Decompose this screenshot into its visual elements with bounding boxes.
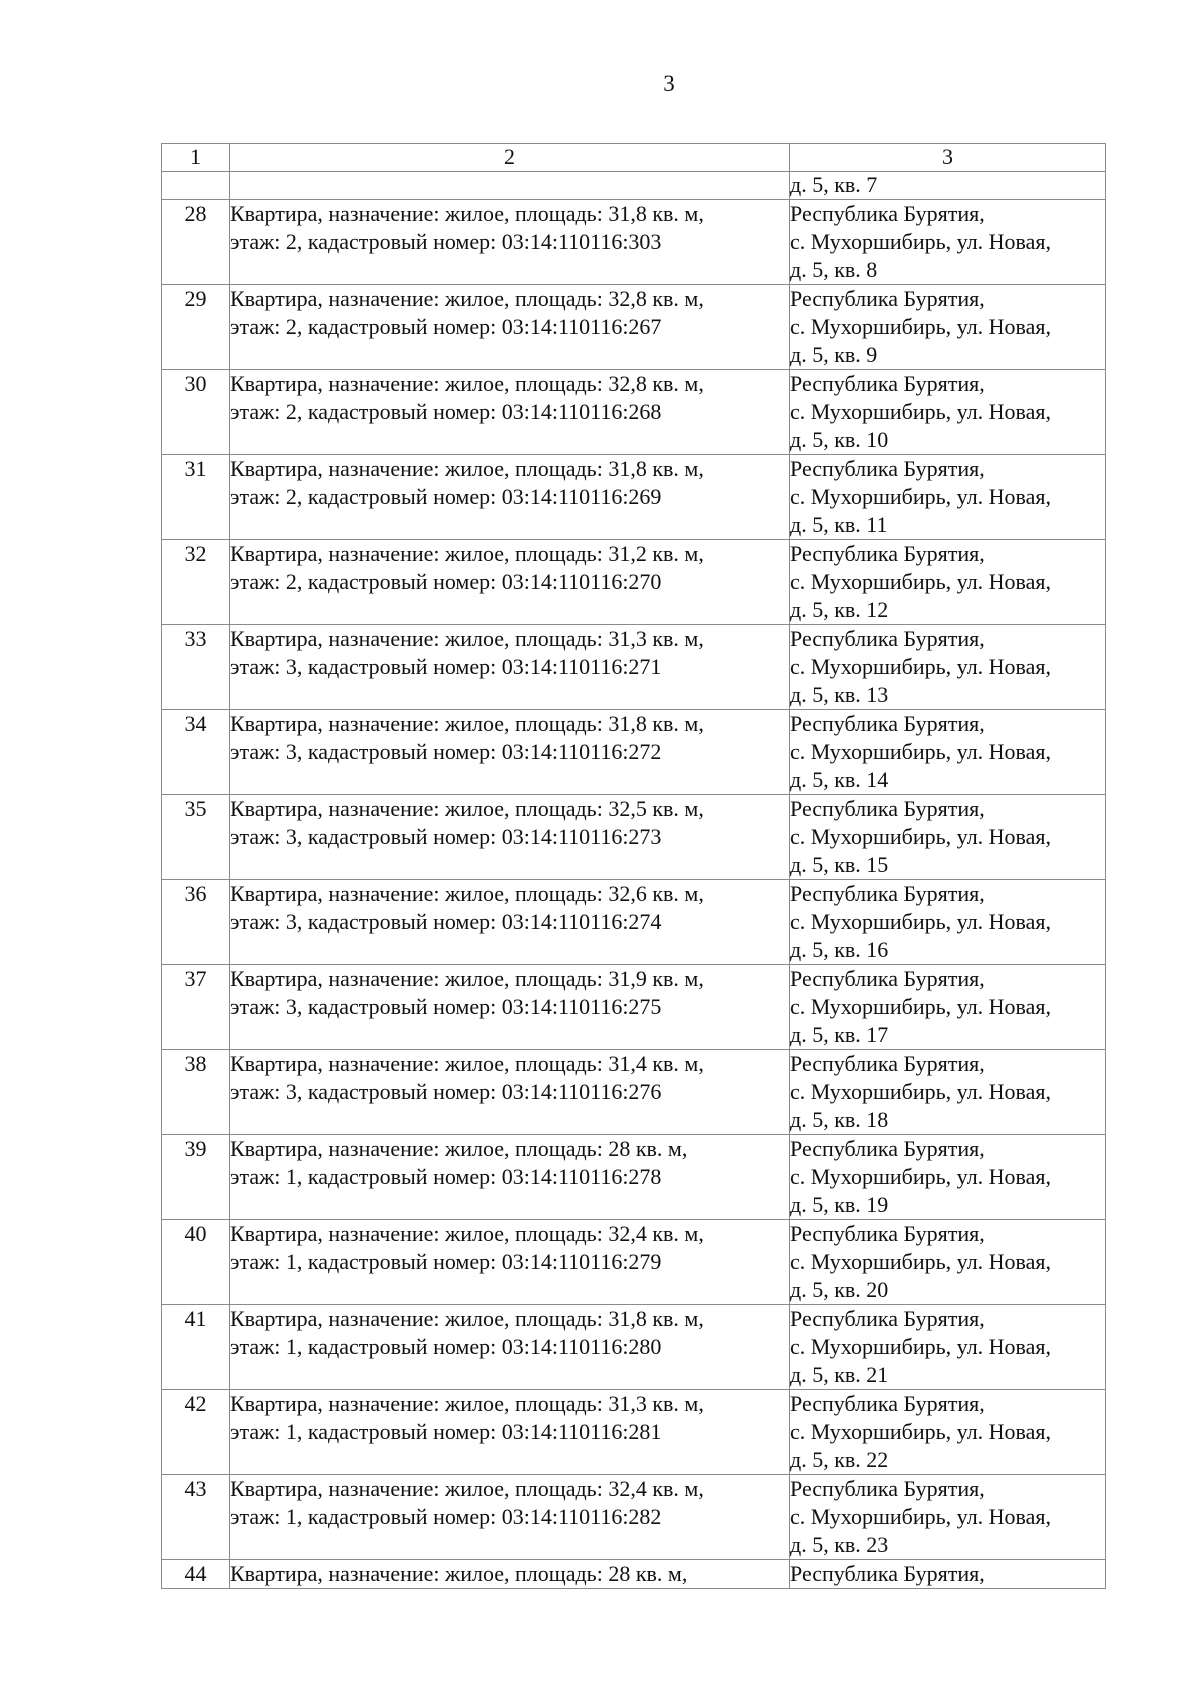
address-line: Республика Бурятия,	[790, 1221, 985, 1246]
row-address	[790, 795, 1106, 880]
row-number: 39	[162, 1135, 230, 1220]
address-line: д. 5, кв. 13	[790, 682, 889, 707]
description-line: этаж: 2, кадастровый номер: 03:14:110116:303	[230, 229, 662, 254]
table-row-continued	[162, 172, 1106, 200]
row-number: 44	[162, 1560, 230, 1589]
row-number: 32	[162, 540, 230, 625]
address-line: Республика Бурятия,	[790, 286, 985, 311]
address-line: д. 5, кв. 8	[790, 257, 878, 282]
row-description	[230, 710, 790, 795]
address-line: Республика Бурятия,	[790, 711, 985, 736]
description-line: Квартира, назначение: жилое, площадь: 31,9 кв. м,	[230, 966, 704, 991]
row-description	[230, 200, 790, 285]
description-line: Квартира, назначение: жилое, площадь: 32,4 кв. м,	[230, 1476, 704, 1501]
row-address	[790, 200, 1106, 285]
row-address	[790, 965, 1106, 1050]
row-number: 43	[162, 1475, 230, 1560]
address-line: д. 5, кв. 17	[790, 1022, 889, 1047]
description-line: Квартира, назначение: жилое, площадь: 31,8 кв. м,	[230, 1306, 704, 1331]
description-line: этаж: 1, кадастровый номер: 03:14:110116:279	[230, 1249, 662, 1274]
description-line: этаж: 1, кадастровый номер: 03:14:110116:281	[230, 1419, 662, 1444]
row-number: 31	[162, 455, 230, 540]
address-line: д. 5, кв. 12	[790, 597, 889, 622]
description-line: этаж: 1, кадастровый номер: 03:14:110116:282	[230, 1504, 662, 1529]
row-number: 33	[162, 625, 230, 710]
row-description	[230, 540, 790, 625]
row-description	[230, 1135, 790, 1220]
address-line: с. Мухоршибирь, ул. Новая,	[790, 1504, 1052, 1529]
row-number: 29	[162, 285, 230, 370]
address-line: Республика Бурятия,	[790, 1136, 985, 1161]
row-address	[790, 1135, 1106, 1220]
description-line: этаж: 2, кадастровый номер: 03:14:110116:270	[230, 569, 662, 594]
row-number: 34	[162, 710, 230, 795]
address-line: д. 5, кв. 20	[790, 1277, 889, 1302]
address-line: с. Мухоршибирь, ул. Новая,	[790, 739, 1052, 764]
row-address	[790, 1390, 1106, 1475]
address-line: с. Мухоршибирь, ул. Новая,	[790, 314, 1052, 339]
address-line: Республика Бурятия,	[790, 1391, 985, 1416]
table-row	[162, 1050, 1106, 1135]
description-line: этаж: 2, кадастровый номер: 03:14:110116:267	[230, 314, 662, 339]
row-address	[790, 710, 1106, 795]
row-description	[230, 1220, 790, 1305]
description-line: этаж: 2, кадастровый номер: 03:14:110116:269	[230, 484, 662, 509]
description-line: Квартира, назначение: жилое, площадь: 31,4 кв. м,	[230, 1051, 704, 1076]
address-line: Республика Бурятия,	[790, 966, 985, 991]
row-address	[790, 1220, 1106, 1305]
row-description	[230, 1560, 790, 1589]
address-line: д. 5, кв. 23	[790, 1532, 889, 1557]
page-number: 3	[663, 71, 675, 96]
address-line: Республика Бурятия,	[790, 541, 985, 566]
row-address	[790, 1475, 1106, 1560]
column-header-1: 1	[162, 144, 230, 172]
table-row-last	[162, 1560, 1106, 1589]
description-line: Квартира, назначение: жилое, площадь: 28 кв. м,	[230, 1136, 688, 1161]
address-line: д. 5, кв. 7	[790, 172, 878, 197]
description-line: Квартира, назначение: жилое, площадь: 31,8 кв. м,	[230, 711, 704, 736]
address-line: Республика Бурятия,	[790, 1561, 985, 1586]
address-line: Республика Бурятия,	[790, 456, 985, 481]
table-row	[162, 540, 1106, 625]
table-row	[162, 710, 1106, 795]
table-row	[162, 200, 1106, 285]
address-line: д. 5, кв. 9	[790, 342, 878, 367]
table-row	[162, 285, 1106, 370]
description-line: этаж: 3, кадастровый номер: 03:14:110116:271	[230, 654, 662, 679]
address-line: с. Мухоршибирь, ул. Новая,	[790, 484, 1052, 509]
description-line: этаж: 3, кадастровый номер: 03:14:110116:272	[230, 739, 662, 764]
description-line: этаж: 3, кадастровый номер: 03:14:110116:274	[230, 909, 662, 934]
table-row	[162, 965, 1106, 1050]
row-description	[230, 1475, 790, 1560]
row-description	[230, 795, 790, 880]
address-line: д. 5, кв. 21	[790, 1362, 889, 1387]
row-address	[790, 1050, 1106, 1135]
address-line: Республика Бурятия,	[790, 201, 985, 226]
address-line: д. 5, кв. 16	[790, 937, 889, 962]
row-description	[230, 172, 790, 200]
address-line: с. Мухоршибирь, ул. Новая,	[790, 909, 1052, 934]
address-line: с. Мухоршибирь, ул. Новая,	[790, 994, 1052, 1019]
table-row	[162, 370, 1106, 455]
row-number: 35	[162, 795, 230, 880]
address-line: с. Мухоршибирь, ул. Новая,	[790, 654, 1052, 679]
row-number	[162, 172, 230, 200]
address-line: д. 5, кв. 15	[790, 852, 889, 877]
description-line: Квартира, назначение: жилое, площадь: 28 кв. м,	[230, 1561, 688, 1586]
description-line: этаж: 1, кадастровый номер: 03:14:110116:280	[230, 1334, 662, 1359]
description-line: этаж: 1, кадастровый номер: 03:14:110116:278	[230, 1164, 662, 1189]
address-line: д. 5, кв. 11	[790, 512, 888, 537]
description-line: этаж: 3, кадастровый номер: 03:14:110116:273	[230, 824, 662, 849]
description-line: Квартира, назначение: жилое, площадь: 31,3 кв. м,	[230, 626, 704, 651]
address-line: Республика Бурятия,	[790, 1051, 985, 1076]
address-line: Республика Бурятия,	[790, 796, 985, 821]
description-line: этаж: 2, кадастровый номер: 03:14:110116:268	[230, 399, 662, 424]
table-row	[162, 1475, 1106, 1560]
row-address	[790, 880, 1106, 965]
row-address	[790, 1305, 1106, 1390]
table-row	[162, 625, 1106, 710]
address-line: с. Мухоршибирь, ул. Новая,	[790, 1419, 1052, 1444]
address-line: д. 5, кв. 18	[790, 1107, 889, 1132]
address-line: с. Мухоршибирь, ул. Новая,	[790, 824, 1052, 849]
table-header-row	[162, 144, 1106, 172]
description-line: этаж: 3, кадастровый номер: 03:14:110116:276	[230, 1079, 662, 1104]
description-line: Квартира, назначение: жилое, площадь: 31,8 кв. м,	[230, 201, 704, 226]
row-address	[790, 370, 1106, 455]
description-line: Квартира, назначение: жилое, площадь: 31,3 кв. м,	[230, 1391, 704, 1416]
description-line: этаж: 3, кадастровый номер: 03:14:110116:275	[230, 994, 662, 1019]
row-description	[230, 965, 790, 1050]
row-number: 38	[162, 1050, 230, 1135]
row-description	[230, 880, 790, 965]
row-number: 41	[162, 1305, 230, 1390]
row-number: 42	[162, 1390, 230, 1475]
description-line: Квартира, назначение: жилое, площадь: 31,2 кв. м,	[230, 541, 704, 566]
property-table	[161, 143, 1106, 1589]
table-row	[162, 880, 1106, 965]
column-header-3: 3	[790, 144, 1106, 172]
row-address	[790, 540, 1106, 625]
description-line: Квартира, назначение: жилое, площадь: 32,6 кв. м,	[230, 881, 704, 906]
address-line: д. 5, кв. 22	[790, 1447, 889, 1472]
address-line: Республика Бурятия,	[790, 371, 985, 396]
row-description	[230, 370, 790, 455]
address-line: с. Мухоршибирь, ул. Новая,	[790, 229, 1052, 254]
row-description	[230, 1390, 790, 1475]
address-line: Республика Бурятия,	[790, 1306, 985, 1331]
address-line: д. 5, кв. 19	[790, 1192, 889, 1217]
address-line: с. Мухоршибирь, ул. Новая,	[790, 1334, 1052, 1359]
row-number: 37	[162, 965, 230, 1050]
row-description	[230, 625, 790, 710]
table-row	[162, 1305, 1106, 1390]
table-row	[162, 1390, 1106, 1475]
address-line: Республика Бурятия,	[790, 1476, 985, 1501]
row-number: 36	[162, 880, 230, 965]
row-address	[790, 1560, 1106, 1589]
description-line: Квартира, назначение: жилое, площадь: 32,5 кв. м,	[230, 796, 704, 821]
row-number: 28	[162, 200, 230, 285]
row-description	[230, 1050, 790, 1135]
table-row	[162, 795, 1106, 880]
address-line: с. Мухоршибирь, ул. Новая,	[790, 569, 1052, 594]
row-description	[230, 455, 790, 540]
row-address	[790, 625, 1106, 710]
address-line: с. Мухоршибирь, ул. Новая,	[790, 1079, 1052, 1104]
address-line: Республика Бурятия,	[790, 626, 985, 651]
description-line: Квартира, назначение: жилое, площадь: 32,4 кв. м,	[230, 1221, 704, 1246]
row-description	[230, 1305, 790, 1390]
address-line: с. Мухоршибирь, ул. Новая,	[790, 399, 1052, 424]
description-line: Квартира, назначение: жилое, площадь: 32,8 кв. м,	[230, 371, 704, 396]
address-line: Республика Бурятия,	[790, 881, 985, 906]
description-line: Квартира, назначение: жилое, площадь: 32,8 кв. м,	[230, 286, 704, 311]
table-row	[162, 455, 1106, 540]
table-row	[162, 1135, 1106, 1220]
row-address	[790, 172, 1106, 200]
address-line: д. 5, кв. 10	[790, 427, 889, 452]
table-row	[162, 1220, 1106, 1305]
row-number: 40	[162, 1220, 230, 1305]
row-number: 30	[162, 370, 230, 455]
column-header-2: 2	[230, 144, 790, 172]
address-line: д. 5, кв. 14	[790, 767, 889, 792]
row-description	[230, 285, 790, 370]
description-line: Квартира, назначение: жилое, площадь: 31,8 кв. м,	[230, 456, 704, 481]
address-line: с. Мухоршибирь, ул. Новая,	[790, 1249, 1052, 1274]
row-address	[790, 285, 1106, 370]
address-line: с. Мухоршибирь, ул. Новая,	[790, 1164, 1052, 1189]
row-address	[790, 455, 1106, 540]
